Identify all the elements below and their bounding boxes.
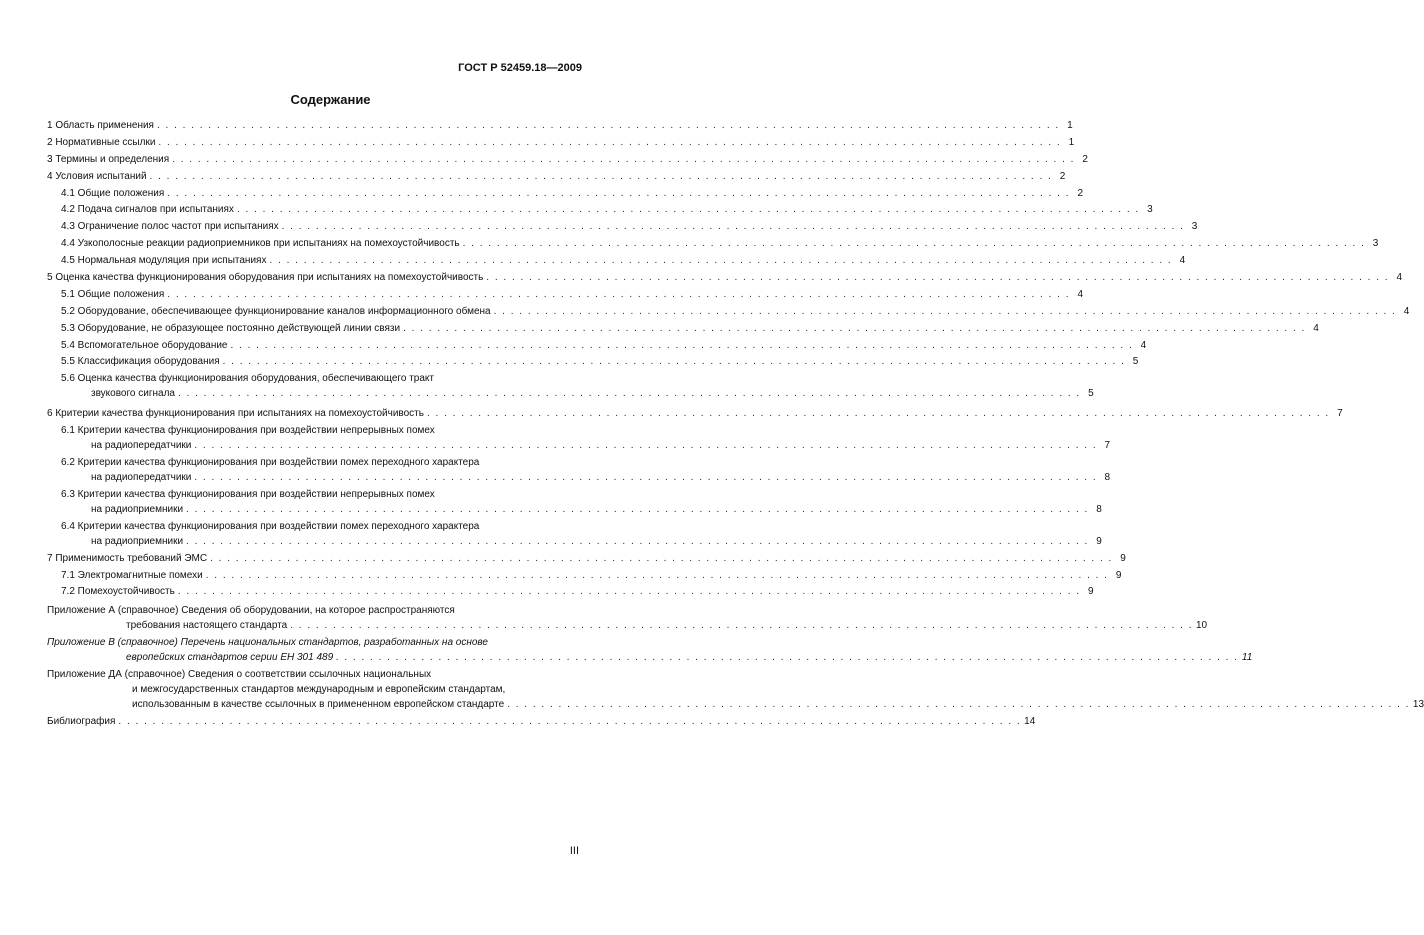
toc-entry-page: 9 [1115, 569, 1122, 581]
toc-entry-title: на радиоприемники [91, 535, 184, 547]
toc-entry-title: 1 Область применения [47, 120, 154, 131]
toc-entry-title: 6.2 Критерии качества функционирования при воздействии помех переходного характера [61, 457, 480, 469]
toc-dot-leader: . . . . . . . . . . . . . . . . . . . . . . . . . . . . . . . . . . . . . . . . . . . . . . . . . . . . . . . . . . . . . . . . . . . . . . . . . . . . . . . . . . . . . . . . . . . . . . . . . . . . . . . . . . [290, 620, 1193, 632]
toc-dot-leader: . . . . . . . . . . . . . . . . . . . . . . . . . . . . . . . . . . . . . . . . . . . . . . . . . . . . . . . . . . . . . . . . . . . . . . . . . . . . . . . . . . . . . . . . . . . . . . . . . . . . . . . . . . [149, 170, 1053, 182]
toc-entry-page: 10 [1195, 620, 1208, 632]
toc-entry-page: 2 [1077, 187, 1084, 199]
document-code: ГОСТ Р 52459.18—2009 [458, 62, 582, 74]
toc-entry-title: 4 Условия испытаний [47, 170, 147, 182]
toc-entry-page: 4 [1313, 322, 1319, 334]
toc-entry-title: Приложение В (справочное) Перечень национальных стандартов, разработанных на основе [47, 637, 488, 649]
toc-entry-title: 5.6 Оценка качества функционирования оборудования, обеспечивающего тракт [61, 373, 434, 385]
toc-entry-title: Библиография [47, 716, 116, 728]
toc-entry-title: 6.4 Критерии качества функционирования при воздействии помех переходного характера [61, 520, 480, 532]
toc-entry-title: европейских стандартов серии ЕН 301 489 [126, 652, 334, 664]
toc-entry-page: 9 [1088, 586, 1094, 598]
toc-entry[interactable] [61, 287, 1084, 304]
toc-entry-title: 7.2 Помехоустойчивость [61, 586, 175, 598]
toc-entry-page: 5 [1088, 388, 1094, 400]
toc-entry[interactable] [47, 406, 1343, 423]
toc-entry-title: 4.1 Общие положения [61, 187, 165, 199]
toc-dot-leader: . . . . . . . . . . . . . . . . . . . . . . . . . . . . . . . . . . . . . . . . . . . . . . . . . . . . . . . . . . . . . . . . . . . . . . . . . . . . . . . . . . . . . . . . . . . . . . . . . . . . . . . . . . [236, 204, 1140, 216]
toc-entry-page: 4 [1396, 272, 1403, 284]
toc-entry-page: 4 [1077, 288, 1084, 300]
toc-entry[interactable] [47, 636, 1253, 667]
toc-dot-leader: . . . . . . . . . . . . . . . . . . . . . . . . . . . . . . . . . . . . . . . . . . . . . . . . . . . . . . . . . . . . . . . . . . . . . . . . . . . . . . . . . . . . . . . . . . . . . . . . . . . . . . . . . . [156, 120, 1060, 131]
toc-entry[interactable] [61, 236, 1379, 253]
toc-entry[interactable] [61, 372, 1094, 403]
toc-entry-page: 1 [1067, 120, 1073, 131]
toc-entry[interactable] [61, 520, 1102, 551]
toc-entry[interactable] [47, 118, 1073, 135]
toc-entry[interactable] [47, 551, 1126, 568]
toc-entry-page: 8 [1104, 472, 1111, 484]
toc-entry[interactable] [61, 584, 1094, 601]
toc-entry-title: 5.5 Классификация оборудования [61, 356, 220, 368]
toc-entry-title: на радиопередатчики [91, 472, 192, 484]
toc-entry-title: 7.1 Электромагнитные помехи [61, 569, 203, 581]
toc-dot-leader: . . . . . . . . . . . . . . . . . . . . . . . . . . . . . . . . . . . . . . . . . . . . . . . . . . . . . . . . . . . . . . . . . . . . . . . . . . . . . . . . . . . . . . . . . . . . . . . . . . . . . . . . . . [486, 272, 1390, 284]
toc-entry-title: 3 Термины и определения [47, 153, 170, 165]
toc-entry-title: 6.1 Критерии качества функционирования при воздействии непрерывных помех [61, 425, 435, 437]
toc-dot-leader: . . . . . . . . . . . . . . . . . . . . . . . . . . . . . . . . . . . . . . . . . . . . . . . . . . . . . . . . . . . . . . . . . . . . . . . . . . . . . . . . . . . . . . . . . . . . . . . . . . . . . . . . . . [118, 716, 1022, 728]
toc-dot-leader: . . . . . . . . . . . . . . . . . . . . . . . . . . . . . . . . . . . . . . . . . . . . . . . . . . . . . . . . . . . . . . . . . . . . . . . . . . . . . . . . . . . . . . . . . . . . . . . . . . . . . . . . . . [336, 652, 1239, 664]
toc-dot-leader: . . . . . . . . . . . . . . . . . . . . . . . . . . . . . . . . . . . . . . . . . . . . . . . . . . . . . . . . . . . . . . . . . . . . . . . . . . . . . . . . . . . . . . . . . . . . . . . . . . . . . . . . . . [269, 255, 1173, 267]
toc-entry-page: 9 [1120, 552, 1126, 564]
toc-entry[interactable] [61, 304, 1410, 321]
toc-dot-leader: . . . . . . . . . . . . . . . . . . . . . . . . . . . . . . . . . . . . . . . . . . . . . . . . . . . . . . . . . . . . . . . . . . . . . . . . . . . . . . . . . . . . . . . . . . . . . . . . . . . . . . . . . . [167, 187, 1071, 199]
toc-dot-leader: . . . . . . . . . . . . . . . . . . . . . . . . . . . . . . . . . . . . . . . . . . . . . . . . . . . . . . . . . . . . . . . . . . . . . . . . . . . . . . . . . . . . . . . . . . . . . . . . . . . . . . . . . . [493, 305, 1397, 317]
toc-entry[interactable] [61, 354, 1139, 371]
toc-entry-title: 5.3 Оборудование, не образующее постоянно действующей линии связи [61, 322, 401, 334]
toc-entry-title: 4.4 Узкополосные реакции радиоприемников при испытаниях на помехоустойчивость [61, 238, 460, 250]
toc-entry[interactable] [47, 169, 1066, 186]
toc-entry[interactable] [61, 202, 1153, 219]
toc-dot-leader: . . . . . . . . . . . . . . . . . . . . . . . . . . . . . . . . . . . . . . . . . . . . . . . . . . . . . . . . . . . . . . . . . . . . . . . . . . . . . . . . . . . . . . . . . . . . . . . . . . . . . . . . . . [403, 322, 1306, 334]
toc-entry-page: 14 [1024, 716, 1036, 728]
toc-entry-title: на радиоприемники [91, 503, 184, 515]
toc-entry-page: 4 [1179, 255, 1186, 267]
toc-entry[interactable] [61, 253, 1186, 270]
toc-dot-leader: . . . . . . . . . . . . . . . . . . . . . . . . . . . . . . . . . . . . . . . . . . . . . . . . . . . . . . . . . . . . . . . . . . . . . . . . . . . . . . . . . . . . . . . . . . . . . . . . . . . . . . . . . . [194, 472, 1098, 484]
toc-dot-leader: . . . . . . . . . . . . . . . . . . . . . . . . . . . . . . . . . . . . . . . . . . . . . . . . . . . . . . . . . . . . . . . . . . . . . . . . . . . . . . . . . . . . . . . . . . . . . . . . . . . . . . . . . . [222, 356, 1126, 368]
toc-entry-page: 2 [1059, 170, 1066, 182]
toc-entry[interactable] [61, 488, 1102, 519]
toc-dot-leader: . . . . . . . . . . . . . . . . . . . . . . . . . . . . . . . . . . . . . . . . . . . . . . . . . . . . . . . . . . . . . . . . . . . . . . . . . . . . . . . . . . . . . . . . . . . . . . . . . . . . . . . . . . [158, 136, 1062, 148]
toc-entry-page: 11 [1241, 652, 1253, 664]
toc-entry-page: 3 [1191, 221, 1198, 233]
toc-dot-leader: . . . . . . . . . . . . . . . . . . . . . . . . . . . . . . . . . . . . . . . . . . . . . . . . . . . . . . . . . . . . . . . . . . . . . . . . . . . . . . . . . . . . . . . . . . . . . . . . . . . . . . . . . . [205, 569, 1109, 581]
toc-entry-title: 4.5 Нормальная модуляция при испытаниях [61, 255, 267, 267]
toc-entry[interactable] [61, 321, 1319, 338]
toc-entry[interactable] [61, 338, 1147, 355]
toc-entry-page: 5 [1132, 356, 1139, 368]
toc-entry[interactable] [61, 186, 1084, 203]
toc-dot-leader: . . . . . . . . . . . . . . . . . . . . . . . . . . . . . . . . . . . . . . . . . . . . . . . . . . . . . . . . . . . . . . . . . . . . . . . . . . . . . . . . . . . . . . . . . . . . . . . . . . . . . . . . . . [177, 388, 1081, 400]
toc-entry-title: на радиопередатчики [91, 440, 192, 452]
toc-dot-leader: . . . . . . . . . . . . . . . . . . . . . . . . . . . . . . . . . . . . . . . . . . . . . . . . . . . . . . . . . . . . . . . . . . . . . . . . . . . . . . . . . . . . . . . . . . . . . . . . . . . . . . . . . . [172, 153, 1075, 165]
toc-entry[interactable] [47, 152, 1088, 169]
toc-entry[interactable] [47, 135, 1075, 152]
toc-entry[interactable] [47, 668, 1424, 714]
toc-entry[interactable] [47, 714, 1036, 731]
toc-entry-page: 7 [1104, 440, 1111, 452]
toc-entry-title: звукового сигнала [91, 388, 175, 400]
toc-entry-page: 7 [1337, 408, 1343, 420]
toc-entry-page: 2 [1082, 153, 1088, 165]
toc-entry[interactable] [61, 568, 1122, 585]
toc-entry-title: 4.3 Ограничение полос частот при испытаниях [61, 221, 279, 233]
toc-entry-page: 1 [1068, 136, 1075, 148]
toc-entry[interactable] [61, 456, 1111, 487]
page-title: Содержание [290, 92, 371, 107]
page-number: III [569, 845, 579, 857]
toc-entry-title: 5.2 Оборудование, обеспечивающее функционирование каналов информационного обмена [61, 305, 491, 317]
toc-entry-page: 13 [1412, 699, 1424, 711]
toc-entry-title: 6.3 Критерии качества функционирования при воздействии непрерывных помех [61, 488, 435, 500]
table-of-contents [47, 118, 1424, 731]
toc-dot-leader: . . . . . . . . . . . . . . . . . . . . . . . . . . . . . . . . . . . . . . . . . . . . . . . . . . . . . . . . . . . . . . . . . . . . . . . . . . . . . . . . . . . . . . . . . . . . . . . . . . . . . . . . . . [462, 238, 1366, 250]
toc-entry-title: Приложение А (справочное) Сведения об оборудовании, на которое распространяются [47, 605, 455, 617]
toc-entry-title: 6 Критерии качества функционирования при испытаниях на помехоустойчивость [47, 408, 424, 420]
toc-entry-title: 7 Применимость требований ЭМС [47, 552, 208, 564]
toc-entry-title: использованным в качестве ссылочных в примененном европейском стандарте [132, 699, 505, 711]
toc-entry-title: 5.4 Вспомогательное оборудование [61, 339, 228, 351]
toc-dot-leader: . . . . . . . . . . . . . . . . . . . . . . . . . . . . . . . . . . . . . . . . . . . . . . . . . . . . . . . . . . . . . . . . . . . . . . . . . . . . . . . . . . . . . . . . . . . . . . . . . . . . . . . . . . [177, 586, 1081, 598]
toc-entry-page: 3 [1147, 204, 1153, 216]
toc-entry[interactable] [61, 219, 1198, 236]
toc-dot-leader: . . . . . . . . . . . . . . . . . . . . . . . . . . . . . . . . . . . . . . . . . . . . . . . . . . . . . . . . . . . . . . . . . . . . . . . . . . . . . . . . . . . . . . . . . . . . . . . . . . . . . . . . . . [426, 408, 1330, 420]
toc-entry-title: и межгосударственных стандартов международным и европейским стандартам, [132, 684, 506, 696]
toc-entry[interactable] [47, 604, 1208, 635]
toc-entry-title: 2 Нормативные ссылки [47, 136, 156, 148]
toc-entry-page: 8 [1096, 503, 1102, 515]
toc-entry-title: 5 Оценка качества функционирования оборудования при испытаниях на помехоустойчивость [47, 272, 484, 284]
toc-entry-page: 4 [1403, 305, 1410, 317]
toc-entry-title: 4.2 Подача сигналов при испытаниях [61, 204, 234, 216]
toc-entry[interactable] [47, 270, 1403, 287]
toc-dot-leader: . . . . . . . . . . . . . . . . . . . . . . . . . . . . . . . . . . . . . . . . . . . . . . . . . . . . . . . . . . . . . . . . . . . . . . . . . . . . . . . . . . . . . . . . . . . . . . . . . . . . . . . . . . [507, 699, 1410, 711]
toc-dot-leader: . . . . . . . . . . . . . . . . . . . . . . . . . . . . . . . . . . . . . . . . . . . . . . . . . . . . . . . . . . . . . . . . . . . . . . . . . . . . . . . . . . . . . . . . . . . . . . . . . . . . . . . . . . [210, 552, 1113, 564]
toc-entry-title: Приложение ДА (справочное) Сведения о соответствии ссылочных национальных [47, 669, 432, 681]
toc-dot-leader: . . . . . . . . . . . . . . . . . . . . . . . . . . . . . . . . . . . . . . . . . . . . . . . . . . . . . . . . . . . . . . . . . . . . . . . . . . . . . . . . . . . . . . . . . . . . . . . . . . . . . . . . . . [186, 535, 1089, 547]
toc-entry[interactable] [61, 424, 1111, 455]
toc-dot-leader: . . . . . . . . . . . . . . . . . . . . . . . . . . . . . . . . . . . . . . . . . . . . . . . . . . . . . . . . . . . . . . . . . . . . . . . . . . . . . . . . . . . . . . . . . . . . . . . . . . . . . . . . . . [194, 440, 1098, 452]
toc-dot-leader: . . . . . . . . . . . . . . . . . . . . . . . . . . . . . . . . . . . . . . . . . . . . . . . . . . . . . . . . . . . . . . . . . . . . . . . . . . . . . . . . . . . . . . . . . . . . . . . . . . . . . . . . . . [186, 503, 1089, 515]
toc-entry-page: 4 [1140, 339, 1147, 351]
toc-entry-page: 3 [1372, 238, 1379, 250]
toc-dot-leader: . . . . . . . . . . . . . . . . . . . . . . . . . . . . . . . . . . . . . . . . . . . . . . . . . . . . . . . . . . . . . . . . . . . . . . . . . . . . . . . . . . . . . . . . . . . . . . . . . . . . . . . . . . [167, 288, 1071, 300]
toc-entry-title: 5.1 Общие положения [61, 288, 165, 300]
toc-dot-leader: . . . . . . . . . . . . . . . . . . . . . . . . . . . . . . . . . . . . . . . . . . . . . . . . . . . . . . . . . . . . . . . . . . . . . . . . . . . . . . . . . . . . . . . . . . . . . . . . . . . . . . . . . . [230, 339, 1134, 351]
toc-entry-page: 9 [1096, 535, 1102, 547]
toc-dot-leader: . . . . . . . . . . . . . . . . . . . . . . . . . . . . . . . . . . . . . . . . . . . . . . . . . . . . . . . . . . . . . . . . . . . . . . . . . . . . . . . . . . . . . . . . . . . . . . . . . . . . . . . . . . [281, 221, 1185, 233]
toc-entry-title: требования настоящего стандарта [126, 620, 288, 632]
